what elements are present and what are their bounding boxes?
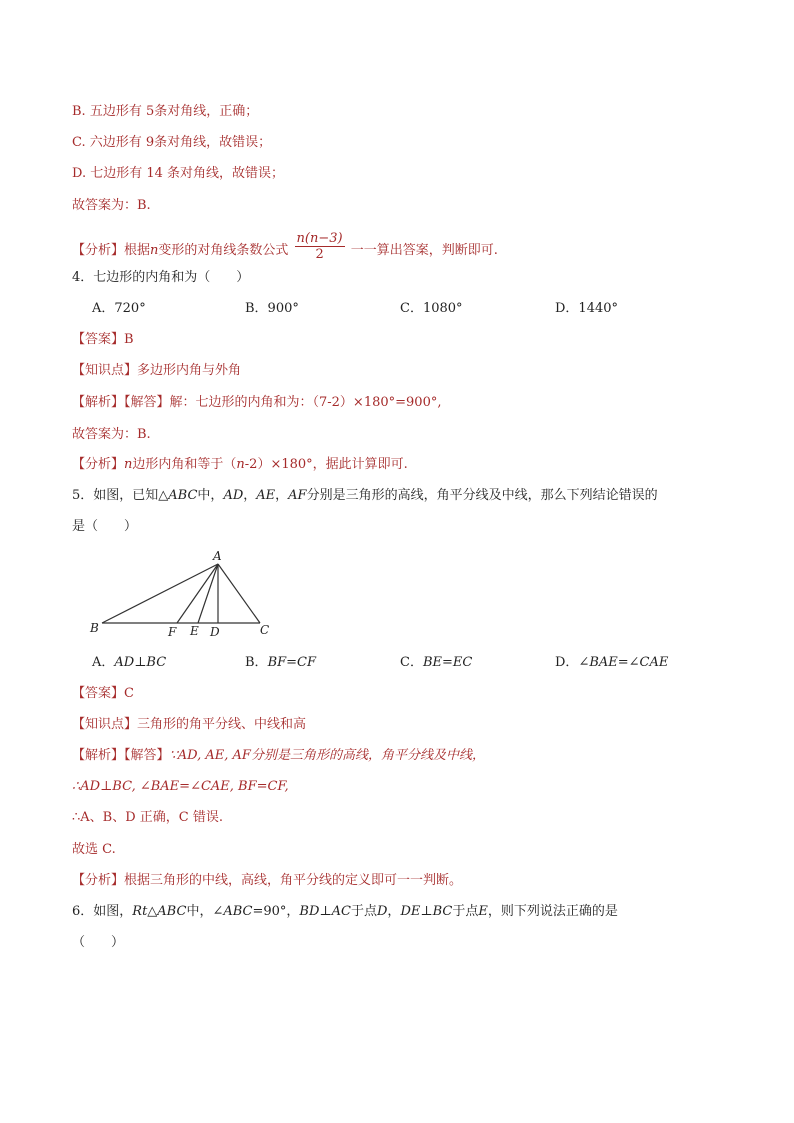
q4-fenxi: 【分析】n边形内角和等于（n-2）×180°，据此计算即可. — [72, 457, 408, 472]
q5-stem-line2: 是（ ） — [72, 519, 138, 534]
label-b: B — [90, 621, 99, 635]
q4-knowledge: 【知识点】多边形内角与外角 — [72, 363, 242, 378]
label-e: E — [190, 624, 199, 638]
q4-answer: 【答案】B — [72, 332, 134, 347]
q5-conclusion: 故选 C. — [72, 842, 116, 857]
label-c: C — [260, 623, 270, 637]
q5-option-c: C．BE=EC — [400, 655, 473, 670]
segment-ac — [218, 564, 260, 623]
q5-knowledge: 【知识点】三角形的角平分线、中线和高 — [72, 717, 307, 732]
q5-stem: 5．如图，已知△ABC中，AD，AE，AF分别是三角形的高线，角平分线及中线，那么下列结论错误的 — [72, 488, 658, 503]
q5-option-b: B．BF=CF — [245, 655, 316, 670]
q5-option-d: D．∠BAE=∠CAE — [555, 655, 669, 670]
option-c-explanation: C. 六边形有 9条对角线，故错误； — [72, 135, 272, 150]
q5-analysis: 【解析】【解答】∵AD, AE, AF分别是三角形的高线，角平分线及中线， — [72, 748, 485, 763]
q5-option-a: A．AD⊥BC — [92, 655, 167, 670]
q3-analysis: 【分析】根据n变形的对角线条数公式 $\frac{n(n-3)}{2}$ 一一算出答案，判断即可. — [72, 231, 498, 262]
q4-option-a: A．720° — [92, 301, 146, 316]
q4-option-d: D．1440° — [555, 301, 619, 316]
label-a: A — [213, 549, 222, 563]
q5-fenxi: 【分析】根据三角形的中线，高线，角平分线的定义即可一一判断。 — [72, 873, 463, 888]
q6-stem: 6．如图，Rt△ABC中，∠ABC=90°，BD⊥AC于点D，DE⊥BC于点E，则下列说法正确的是 — [72, 904, 618, 919]
q6-stem-line2: （ ） — [72, 935, 125, 950]
segment-af — [177, 564, 218, 623]
q5-triangle-figure — [80, 546, 280, 642]
q5-answer: 【答案】C — [72, 686, 134, 701]
q3-conclusion: 故答案为：B. — [72, 198, 151, 213]
q4-option-b: B．900° — [245, 301, 299, 316]
q4-analysis: 【解析】【解答】解：七边形的内角和为：（7-2）×180°=900°, — [72, 395, 442, 410]
option-d-explanation: D. 七边形有 14 条对角线，故错误； — [72, 166, 285, 181]
q4-conclusion: 故答案为：B. — [72, 427, 151, 442]
label-f: F — [168, 625, 177, 639]
q5-therefore-1: ∴AD⊥BC, ∠BAE=∠CAE, BF=CF, — [72, 779, 289, 794]
q4-stem: 4．七边形的内角和为（ ） — [72, 270, 250, 285]
q5-therefore-2: ∴A、B、D 正确，C 错误. — [72, 810, 223, 825]
option-b-explanation: B. 五边形有 5条对角线，正确； — [72, 104, 259, 119]
label-d: D — [210, 625, 220, 639]
diagonal-formula: $\frac{n(n-3)}{2}$ — [296, 231, 343, 262]
q4-option-c: C．1080° — [400, 301, 463, 316]
